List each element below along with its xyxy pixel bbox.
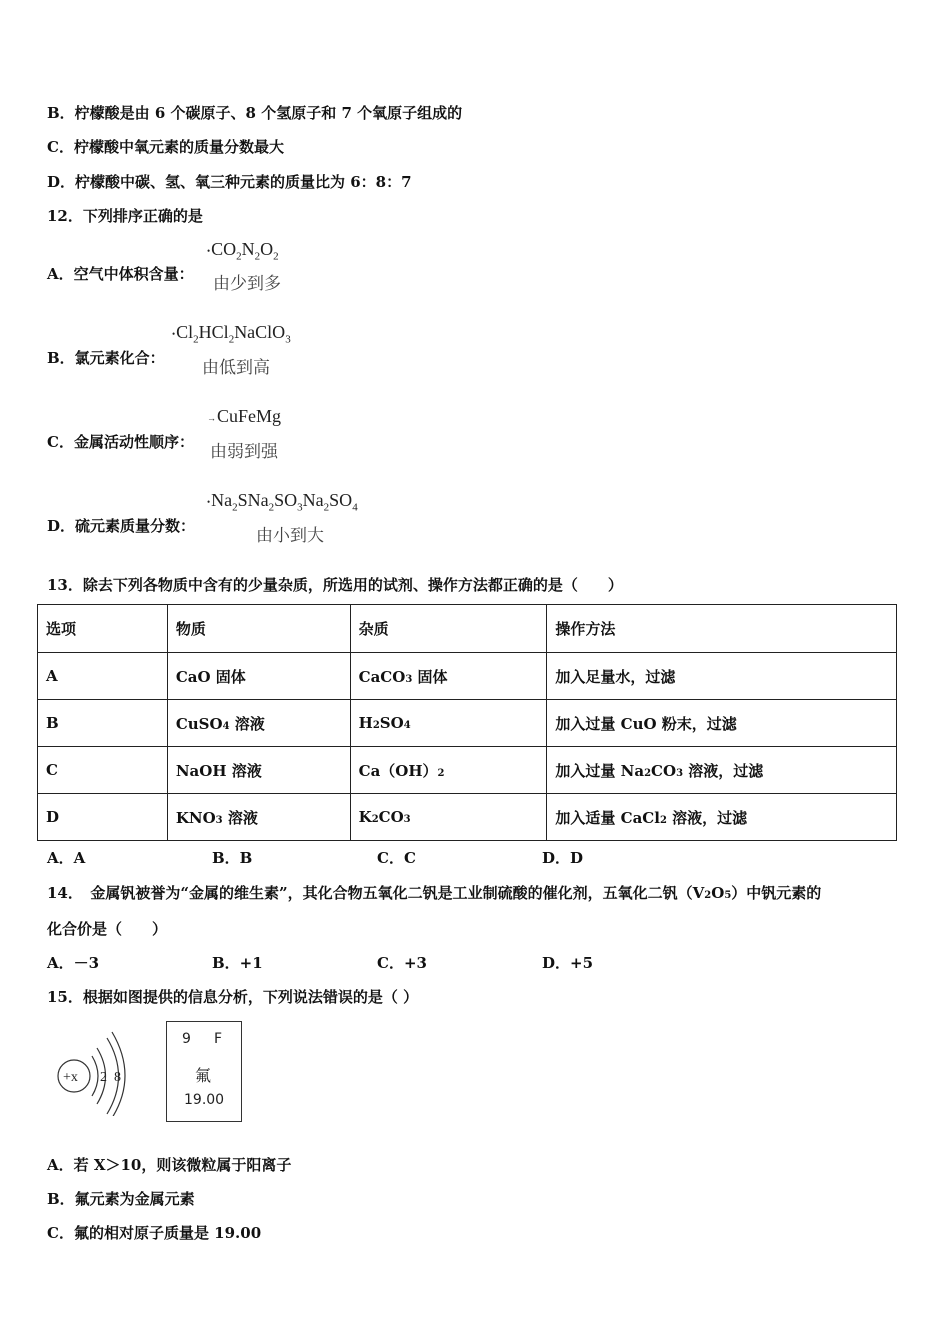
- q12-option-a-order: 由少到多: [213, 274, 281, 294]
- table-cell: H2SO4: [350, 700, 547, 747]
- table-cell: CaO 固体: [167, 653, 350, 700]
- atomic-mass: 19.00: [184, 1092, 225, 1108]
- q13-table: [37, 604, 897, 841]
- q14-answer-b: B．+1: [212, 954, 263, 972]
- shell-1-electrons: 2: [100, 1070, 107, 1085]
- q13-answer-c: C．C: [377, 849, 416, 867]
- q14-answer-c: C．+3: [377, 954, 427, 972]
- q12-option-a-formula: $•CO_2N_2O_2$: [207, 239, 279, 263]
- table-cell: 加入过量 Na2CO3 溶液，过滤: [547, 747, 897, 794]
- table-cell: C: [38, 747, 168, 794]
- table-cell: CuSO4 溶液: [167, 700, 350, 747]
- table-row: [38, 700, 897, 747]
- table-row: [38, 747, 897, 794]
- table-cell: K2CO3: [350, 794, 547, 841]
- q15-option-b: B．氟元素为金属元素: [47, 1190, 195, 1208]
- table-cell: D: [38, 794, 168, 841]
- q11-option-b: B．柠檬酸是由 6 个碳原子、8 个氢原子和 7 个氧原子组成的: [47, 104, 463, 122]
- q12-option-b-order: 由低到高: [202, 358, 270, 378]
- q13-answer-b: B．B: [212, 849, 253, 867]
- q12-option-c-formula: →CuFeMg: [207, 406, 282, 426]
- table-cell: KNO3 溶液: [167, 794, 350, 841]
- q12-option-b-label: B．氯元素化合：: [47, 349, 165, 367]
- q14-stem-line2: 化合价是（ ）: [47, 920, 168, 938]
- table-header-row: [38, 605, 897, 653]
- table-header-cell: 操作方法: [547, 605, 897, 653]
- table-cell: CaCO3 固体: [350, 653, 547, 700]
- q12-option-d-order: 由小到大: [256, 526, 324, 546]
- table-cell: Ca（OH）2: [350, 747, 547, 794]
- table-row: [38, 653, 897, 700]
- element-symbol: F: [214, 1031, 223, 1047]
- table-cell: A: [38, 653, 168, 700]
- q12-option-c-order: 由弱到强: [210, 442, 278, 462]
- q13-answer-d: D．D: [542, 849, 584, 867]
- q11-option-d: D．柠檬酸中碳、氢、氧三种元素的质量比为 6：8：7: [47, 173, 412, 191]
- shell-2-electrons: 8: [114, 1070, 121, 1085]
- table-row: [38, 794, 897, 841]
- table-header-cell: 物质: [167, 605, 350, 653]
- atomic-number: 9: [182, 1031, 191, 1047]
- table-cell: B: [38, 700, 168, 747]
- periodic-element-card: [166, 1021, 242, 1122]
- table-header-cell: 杂质: [350, 605, 547, 653]
- q15-option-c: C．氟的相对原子质量是 19.00: [47, 1224, 262, 1242]
- table-cell: 加入足量水，过滤: [547, 653, 897, 700]
- q14-answer-a: A．－3: [47, 954, 100, 972]
- q12-option-d-label: D．硫元素质量分数：: [47, 517, 196, 535]
- table-cell: 加入过量 CuO 粉末，过滤: [547, 700, 897, 747]
- q12-option-a-label: A．空气中体积含量：: [47, 265, 194, 283]
- q13-stem: 13．除去下列各物质中含有的少量杂质，所选用的试剂、操作方法都正确的是（ ）: [47, 576, 623, 594]
- q12-option-d-formula: $•Na_2SNa_2SO_3Na_2SO_4$: [207, 490, 358, 514]
- table-cell: 加入适量 CaCl2 溶液，过滤: [547, 794, 897, 841]
- q15-stem: 15．根据如图提供的信息分析，下列说法错误的是（ ）: [47, 988, 419, 1006]
- q12-option-b-formula: $•Cl_2HCl_2NaClO_3$: [172, 322, 291, 346]
- table-header-cell: 选项: [38, 605, 168, 653]
- q12-option-c-label: C．金属活动性顺序：: [47, 433, 194, 451]
- electron-shell-1-arc: [92, 1056, 98, 1096]
- q14-stem-line1: 14． 金属钒被誉为“金属的维生素”，其化合物五氧化二钒是工业制硫酸的催化剂，五氧化二钒（V2O5）中钒元素的: [47, 884, 822, 902]
- element-name: 氟: [195, 1066, 212, 1085]
- q15-option-a: A．若 X＞10，则该微粒属于阳离子: [47, 1156, 292, 1174]
- table-cell: NaOH 溶液: [167, 747, 350, 794]
- q14-answer-d: D．+5: [542, 954, 594, 972]
- q11-option-c: C．柠檬酸中氧元素的质量分数最大: [47, 138, 284, 156]
- q13-answer-a: A．A: [47, 849, 86, 867]
- nucleus-charge: +x: [63, 1070, 78, 1085]
- q12-stem: 12．下列排序正确的是: [47, 207, 203, 225]
- atom-structure-diagram: [50, 1030, 130, 1116]
